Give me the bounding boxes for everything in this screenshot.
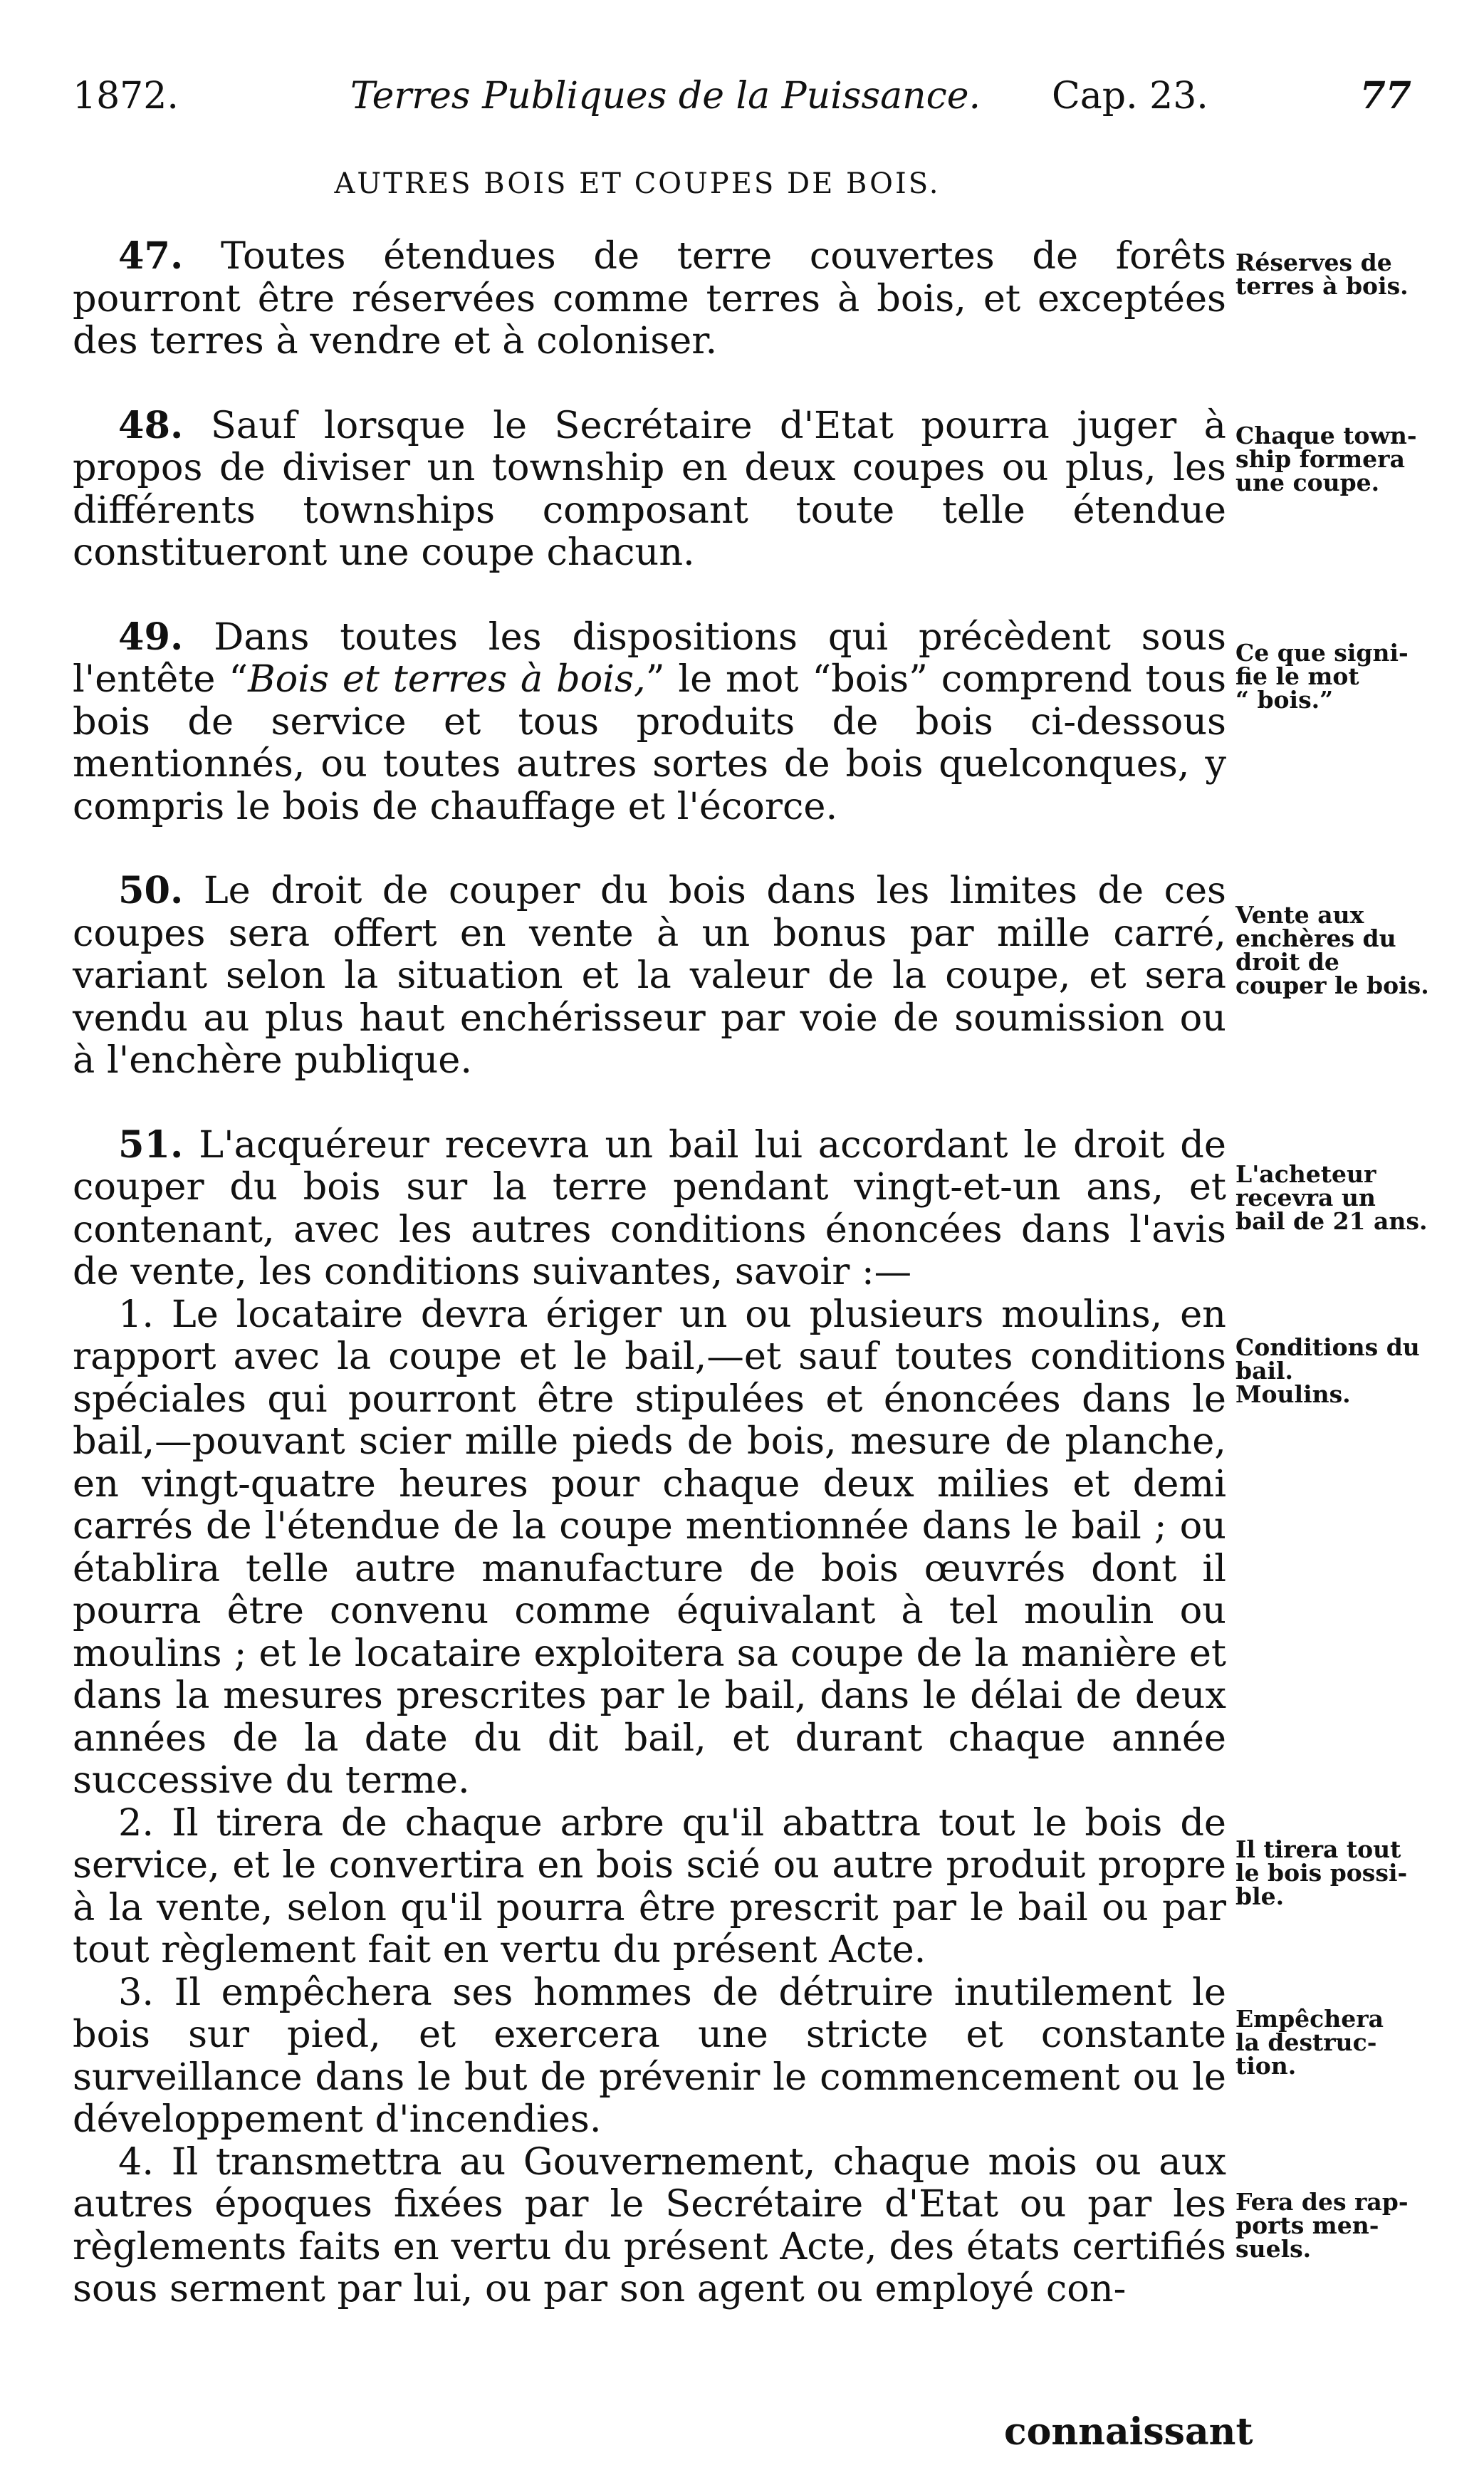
article-50-text bbox=[73, 870, 1226, 1082]
margin-note-line: droit de bbox=[1235, 948, 1339, 976]
article-47-text bbox=[73, 235, 1226, 363]
article-number: 51. bbox=[118, 1122, 184, 1167]
item-body: Il tirera de chaque arbre qu'il abattra tout le bois de service, et le convertira en bois scié ou autre produit propre à la vente, selon qu'il pourra être prescrit par le bail ou par tout règlement fait en vertu du présent Acte. bbox=[73, 1800, 1226, 1971]
margin-note-49 bbox=[1235, 641, 1449, 712]
margin-note-line: Ce que signi- bbox=[1235, 639, 1409, 667]
article-number: 47. bbox=[118, 234, 184, 278]
article-51-item-3 bbox=[73, 1971, 1226, 2141]
margin-note-line: la destruc- bbox=[1235, 2028, 1377, 2056]
catchword: connaissant bbox=[1004, 2410, 1253, 2454]
margin-note-line: fie le mot bbox=[1235, 662, 1359, 690]
margin-note-line: Empêchera bbox=[1235, 2005, 1384, 2033]
item-number: 3. bbox=[118, 1970, 155, 2014]
article-number: 48. bbox=[118, 403, 184, 447]
margin-note-47 bbox=[1235, 251, 1449, 298]
article-51 bbox=[73, 1124, 1226, 2310]
margin-note-51-3 bbox=[1235, 2007, 1449, 2078]
article-number: 49. bbox=[118, 615, 184, 659]
section-heading: AUTRES BOIS ET COUPES DE BOIS. bbox=[334, 167, 941, 200]
article-body: Sauf lorsque le Secrétaire d'Etat pourra juger à propos de diviser un township en deux coupes ou plus, les différents townships composant toute telle étendue constitueront une coupe chacun. bbox=[73, 403, 1226, 574]
header-year: 1872. bbox=[73, 75, 179, 118]
article-51-item-1 bbox=[73, 1293, 1226, 1802]
margin-note-line: suels. bbox=[1235, 2235, 1312, 2263]
item-body: Le locataire devra ériger un ou plusieurs moulins, en rapport avec la coupe et le bail,—et sauf toutes conditions spéciales qui pourront être stipulées et énoncées dans le bail,—pouvant scier mille pieds de bois, mesure de planche, en vingt-quatre heures pour chaque deux milies et demi carrés de l'étendue de la coupe mentionnée dans le bail ; ou établira telle autre manufacture de bois œuvrés dont il pourra être convenu comme équivalant à tel moulin ou moulins ; et le locataire exploitera sa coupe de la manière et dans la mesures prescrites par le bail, dans le délai de deux années de la date du dit bail, et durant chaque année successive du terme. bbox=[73, 1292, 1226, 1802]
margin-note-line: une coupe. bbox=[1235, 469, 1380, 496]
margin-note-line: recevra un bbox=[1235, 1184, 1376, 1211]
margin-note-line: enchères du bbox=[1235, 924, 1396, 952]
item-number: 4. bbox=[118, 2140, 155, 2184]
margin-note-line: L'acheteur bbox=[1235, 1160, 1376, 1188]
margin-note-line: bail de 21 ans. bbox=[1235, 1207, 1428, 1235]
margin-note-line: Fera des rap- bbox=[1235, 2188, 1409, 2216]
article-body-end: ” le mot “bois” comprend tous bois de service et tous produits de bois ci-dessous mentionnés, ou toutes autres sortes de bois quelconques, y compris le bois de chauffage et l'écorce. bbox=[73, 657, 1227, 828]
article-51-text bbox=[73, 1124, 1226, 1293]
article-50 bbox=[73, 870, 1226, 1082]
margin-note-line: ports men- bbox=[1235, 2211, 1379, 2239]
article-body-start: Dans toutes les dispositions qui précèdent sous l'entête “ bbox=[73, 615, 1226, 701]
article-body: Le droit de couper du bois dans les limites de ces coupes sera offert en vente à un bonus par mille carré, variant selon la situation et la valeur de la coupe, et sera vendu au plus haut enchérisseur par voie de soumission ou à l'enchère publique. bbox=[73, 869, 1226, 1082]
article-49-text bbox=[73, 616, 1226, 828]
article-48-text bbox=[73, 405, 1226, 574]
item-number: 1. bbox=[118, 1292, 155, 1336]
article-number: 50. bbox=[118, 869, 184, 912]
margin-note-51 bbox=[1235, 1162, 1449, 1233]
margin-note-line: le bois possi- bbox=[1235, 1859, 1408, 1887]
margin-note-50 bbox=[1235, 903, 1449, 997]
article-body: Toutes étendues de terre couvertes de forêts pourront être réservées comme terres à bois, et exceptées des terres à vendre et à coloniser. bbox=[73, 234, 1226, 363]
article-51-item-2 bbox=[73, 1802, 1226, 1971]
margin-note-line: Il tirera tout bbox=[1235, 1835, 1401, 1863]
margin-note-line: ble. bbox=[1235, 1882, 1285, 1910]
margin-note-line: “ bois.” bbox=[1235, 686, 1334, 714]
margin-note-line: couper le bois. bbox=[1235, 971, 1429, 999]
article-49 bbox=[73, 616, 1226, 828]
margin-note-51-4 bbox=[1235, 2190, 1449, 2261]
margin-note-line: ship formera bbox=[1235, 445, 1405, 473]
margin-note-48 bbox=[1235, 424, 1449, 494]
margin-note-line: terres à bois. bbox=[1235, 272, 1409, 300]
margin-note-line: Réserves de bbox=[1235, 249, 1392, 276]
margin-note-line: bail. bbox=[1235, 1357, 1294, 1385]
margin-note-line: Chaque town- bbox=[1235, 422, 1417, 449]
running-head bbox=[73, 68, 1411, 125]
header-chapter: Cap. 23. bbox=[1052, 75, 1208, 118]
margin-note-51-1 bbox=[1235, 1335, 1449, 1406]
item-body: Il transmettra au Gouvernement, chaque mois ou aux autres époques fixées par le Secrétaire d'Etat ou par les règlements faits en vertu du présent Acte, des états certifiés sous serment par lui, ou par son agent ou employé con- bbox=[73, 2140, 1226, 2310]
margin-note-51-2 bbox=[1235, 1835, 1449, 1910]
margin-note-line: tion. bbox=[1235, 2052, 1297, 2080]
margin-note-line: Moulins. bbox=[1235, 1380, 1351, 1408]
article-body-italic: Bois et terres à bois, bbox=[248, 657, 646, 701]
main-text-column bbox=[73, 235, 1226, 2310]
page-number: 77 bbox=[1359, 74, 1411, 118]
item-body: Il empêchera ses hommes de détruire inutilement le bois sur pied, et exercera une stricte et constante surveillance dans le but de prévenir le commencement ou le développement d'incendies. bbox=[73, 1970, 1226, 2141]
article-body: L'acquéreur recevra un bail lui accordant le droit de couper du bois sur la terre pendant vingt-et-un ans, et contenant, avec les autres conditions énoncées dans l'avis de vente, les conditions suivantes, savoir :— bbox=[73, 1122, 1226, 1293]
article-48 bbox=[73, 405, 1226, 574]
margin-note-line: Vente aux bbox=[1235, 901, 1364, 929]
article-47 bbox=[73, 235, 1226, 363]
item-number: 2. bbox=[118, 1800, 155, 1845]
article-51-item-4 bbox=[73, 2141, 1226, 2310]
header-title: Terres Publiques de la Puissance. bbox=[350, 75, 981, 118]
margin-note-line: Conditions du bbox=[1235, 1333, 1420, 1361]
